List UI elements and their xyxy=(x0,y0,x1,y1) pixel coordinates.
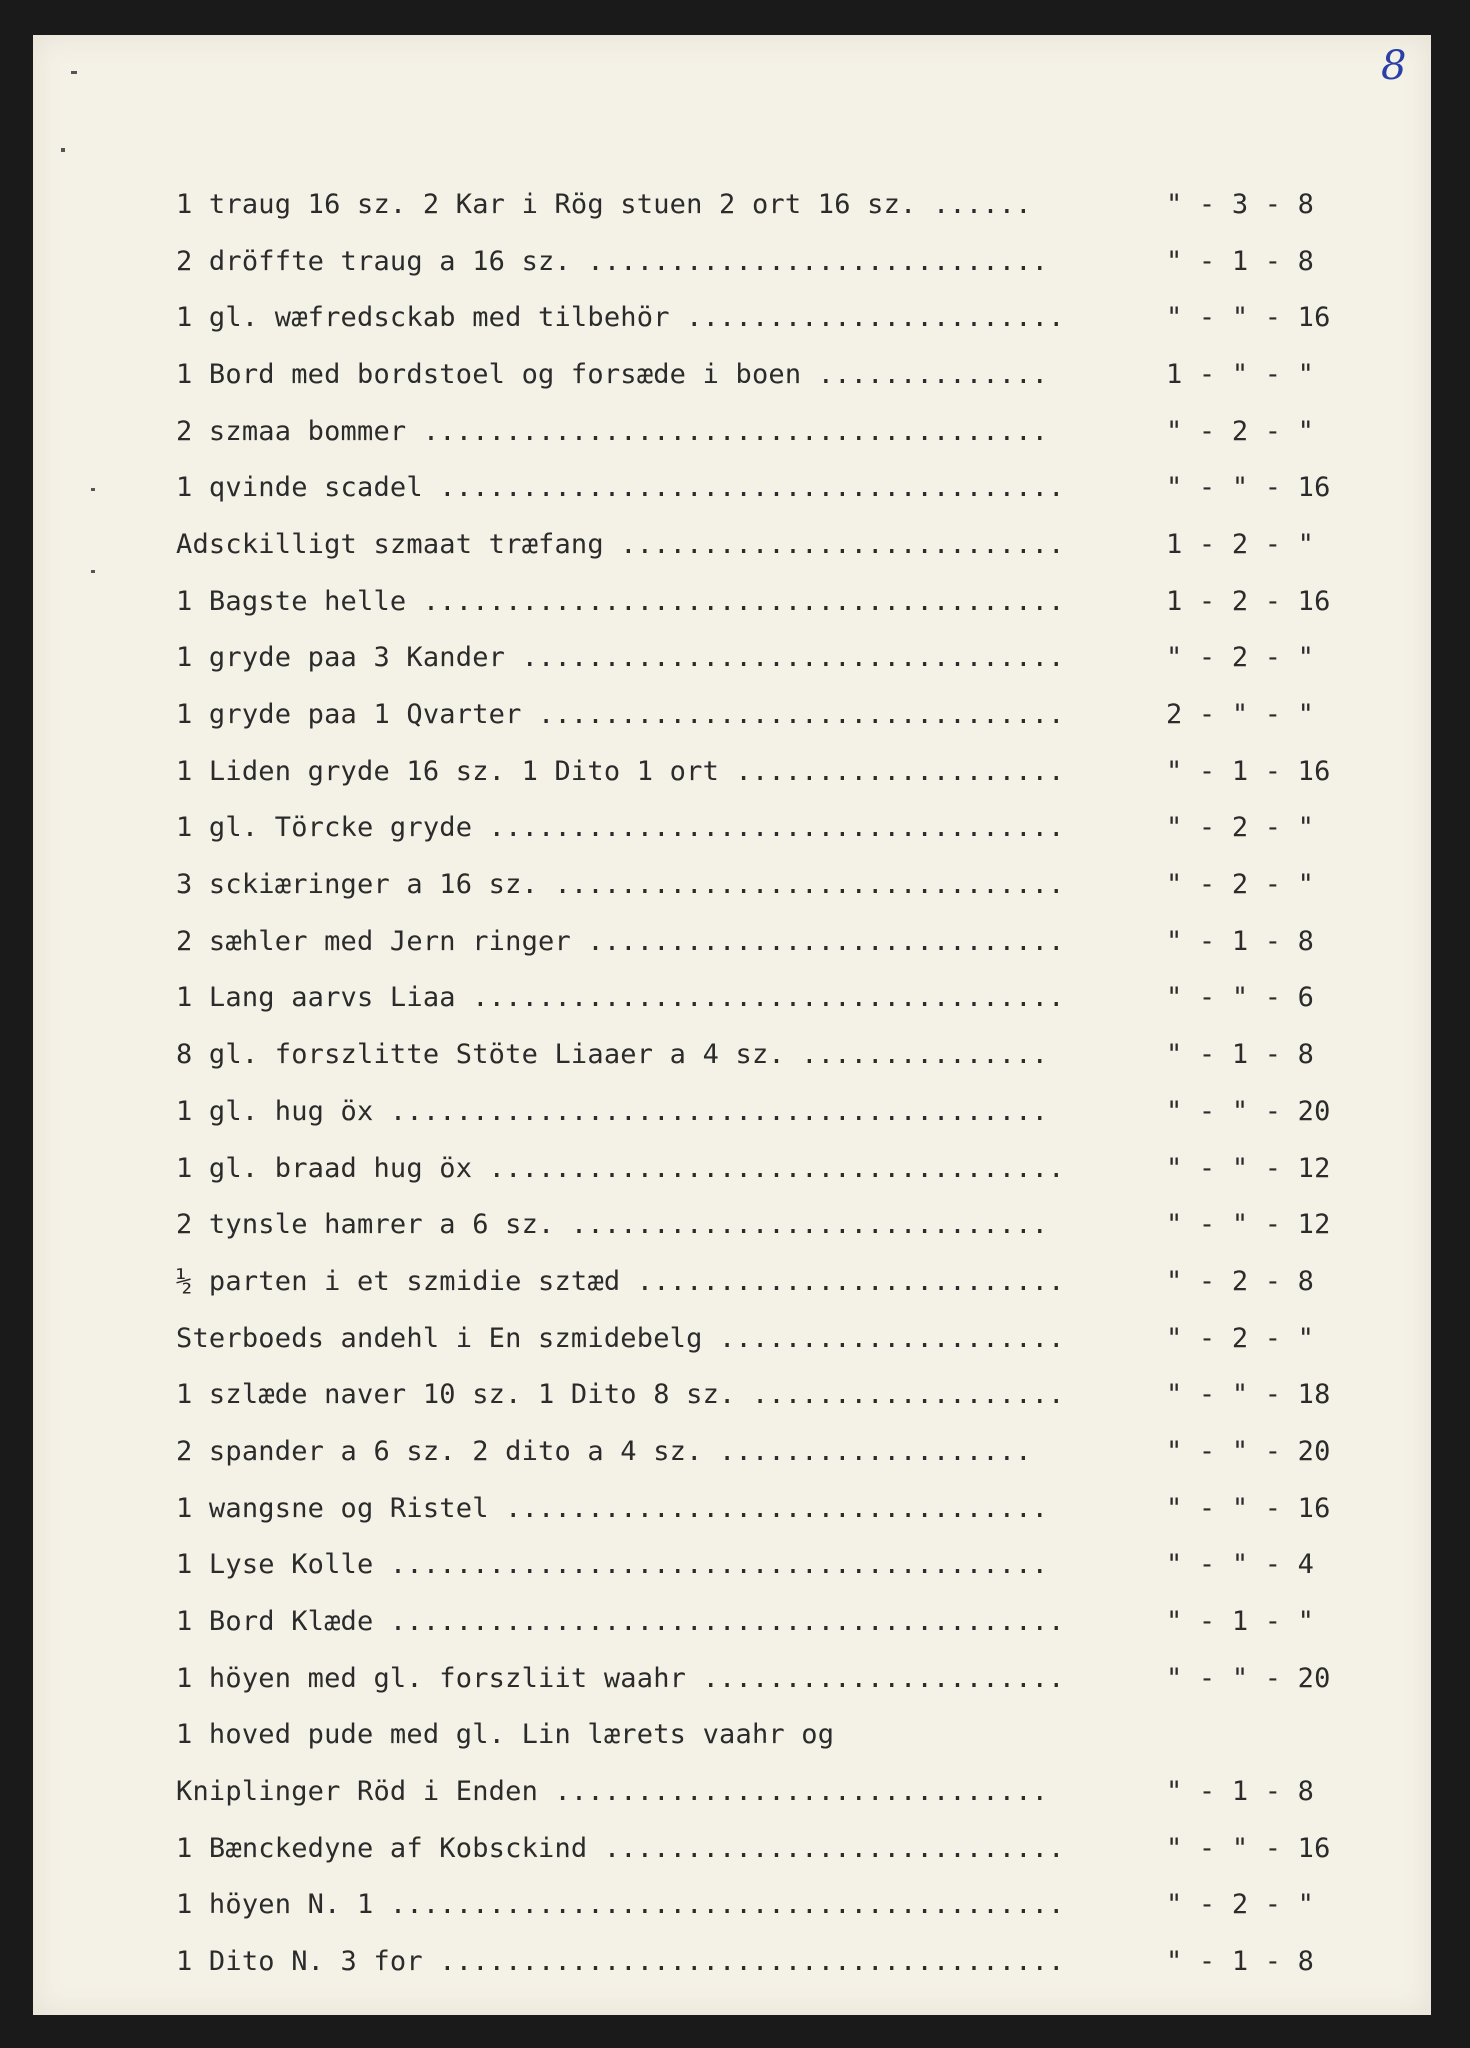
inventory-row xyxy=(176,1253,1316,1310)
item-value: 1 - 2 - 16 xyxy=(1166,585,1331,617)
document-sheet xyxy=(33,35,1431,2015)
inventory-row xyxy=(176,630,1316,687)
item-value: " - " - 18 xyxy=(1166,1379,1331,1411)
item-text: 2 sæhler med Jern ringer ............................. xyxy=(176,925,1065,957)
item-text: 1 gl. wæfredsckab med tilbehör ....................... xyxy=(176,302,1065,334)
inventory-row xyxy=(176,1083,1331,1140)
inventory-row xyxy=(176,686,1316,743)
item-text: 1 traug 16 sz. 2 Kar i Rög stuen 2 ort 16 sz. ...... xyxy=(176,188,1032,220)
item-value: " - 2 - " xyxy=(1166,1889,1315,1921)
inventory-row xyxy=(176,176,1316,233)
item-value: " - " - 20 xyxy=(1166,1095,1331,1127)
margin-mark xyxy=(91,488,95,491)
item-value: " - 1 - 8 xyxy=(1166,1946,1315,1978)
item-value: " - 3 - 8 xyxy=(1166,188,1315,220)
item-value: " - " - 12 xyxy=(1166,1152,1331,1184)
item-value: " - " - 16 xyxy=(1166,1832,1331,1864)
item-value: " - " - 16 xyxy=(1166,472,1331,504)
inventory-row xyxy=(176,913,1316,970)
item-text: 1 höyen med gl. forszliit waahr ...................... xyxy=(176,1662,1065,1694)
item-text: 1 Lyse Kolle ........................................ xyxy=(176,1549,1049,1581)
inventory-row xyxy=(176,1763,1316,1820)
item-value: " - 1 - 8 xyxy=(1166,1039,1315,1071)
item-value: " - 2 - " xyxy=(1166,415,1315,447)
item-value: 2 - " - " xyxy=(1166,699,1315,731)
item-text: 1 Lang aarvs Liaa .................................... xyxy=(176,982,1065,1014)
item-value: " - 1 - " xyxy=(1166,1606,1315,1638)
inventory-row xyxy=(176,1480,1331,1537)
inventory-row xyxy=(176,856,1316,913)
item-text: 1 gl. hug öx ........................................ xyxy=(176,1095,1049,1127)
inventory-row xyxy=(176,743,1331,800)
item-text: 8 gl. forszlitte Stöte Liaaer a 4 sz. ............... xyxy=(176,1039,1049,1071)
item-value: " - " - 6 xyxy=(1166,982,1315,1014)
item-text: 1 gl. Törcke gryde ................................... xyxy=(176,812,1065,844)
item-text: 1 qvinde scadel ...................................... xyxy=(176,472,1065,504)
item-text: 1 Bord med bordstoel og forsæde i boen .............. xyxy=(176,358,1049,390)
item-value: " - " - 20 xyxy=(1166,1435,1331,1467)
item-text: 2 spander a 6 sz. 2 dito a 4 sz. ................... xyxy=(176,1435,1032,1467)
item-text: 1 höyen N. 1 ......................................... xyxy=(176,1889,1065,1921)
inventory-row xyxy=(176,1933,1316,1990)
item-value: " - 1 - 16 xyxy=(1166,755,1331,787)
item-value: " - " - 16 xyxy=(1166,1492,1331,1524)
page-number: 8 xyxy=(1381,43,1407,89)
inventory-row xyxy=(176,1366,1331,1423)
item-text: Adsckilligt szmaat træfang ........................... xyxy=(176,528,1065,560)
item-text: 1 gryde paa 3 Kander ................................. xyxy=(176,642,1065,674)
item-text: 1 szlæde naver 10 sz. 1 Dito 8 sz. ................... xyxy=(176,1379,1065,1411)
item-value: " - 2 - " xyxy=(1166,642,1315,674)
item-value: " - 2 - 8 xyxy=(1166,1265,1315,1297)
inventory-row xyxy=(176,1877,1316,1934)
item-value: " - " - 20 xyxy=(1166,1662,1331,1694)
inventory-row xyxy=(176,1140,1331,1197)
item-text: 3 sckiæringer a 16 sz. ............................... xyxy=(176,869,1065,901)
margin-mark xyxy=(91,570,95,573)
inventory-row xyxy=(176,516,1316,573)
item-text: 1 Bord Klæde ......................................... xyxy=(176,1606,1065,1638)
inventory-row xyxy=(176,1310,1316,1367)
inventory-row xyxy=(176,1707,1316,1764)
item-value: 1 - " - " xyxy=(1166,358,1315,390)
item-text: 2 dröffte traug a 16 sz. ............................ xyxy=(176,245,1049,277)
inventory-row xyxy=(176,233,1316,290)
margin-mark xyxy=(71,71,77,74)
item-text: 2 tynsle hamrer a 6 sz. ............................. xyxy=(176,1209,1049,1241)
item-text: 1 Liden gryde 16 sz. 1 Dito 1 ort .................... xyxy=(176,755,1065,787)
item-value: " - 1 - 8 xyxy=(1166,245,1315,277)
item-text: 1 Bænckedyne af Kobsckind ............................ xyxy=(176,1832,1065,1864)
item-value: " - 2 - " xyxy=(1166,869,1315,901)
item-text: 1 Bagste helle ....................................... xyxy=(176,585,1065,617)
inventory-row xyxy=(176,1423,1331,1480)
inventory-row xyxy=(176,403,1316,460)
inventory-row xyxy=(176,800,1316,857)
inventory-row xyxy=(176,970,1316,1027)
item-value: " - 2 - " xyxy=(1166,1322,1315,1354)
item-text: Sterboeds andehl i En szmidebelg ..................... xyxy=(176,1322,1065,1354)
inventory-row xyxy=(176,1026,1316,1083)
item-text: 2 szmaa bommer ...................................... xyxy=(176,415,1049,447)
item-value: " - " - 4 xyxy=(1166,1549,1315,1581)
inventory-row xyxy=(176,1820,1331,1877)
margin-mark xyxy=(61,148,65,152)
item-value: " - " - 12 xyxy=(1166,1209,1331,1241)
inventory-row xyxy=(176,289,1331,346)
item-text: 1 wangsne og Ristel ................................. xyxy=(176,1492,1049,1524)
item-value: " - 2 - " xyxy=(1166,812,1315,844)
item-text: ½ parten i et szmidie sztæd .......................... xyxy=(176,1265,1065,1297)
item-text: 1 gl. braad hug öx ................................... xyxy=(176,1152,1065,1184)
item-value: " - " - 16 xyxy=(1166,302,1331,334)
item-text: 1 Dito N. 3 for ...................................... xyxy=(176,1946,1065,1978)
item-text: 1 hoved pude med gl. Lin lærets vaahr og xyxy=(176,1719,835,1751)
inventory-row xyxy=(176,346,1316,403)
inventory-row xyxy=(176,573,1331,630)
item-value: " - 1 - 8 xyxy=(1166,1776,1315,1808)
item-text: Kniplinger Röd i Enden .............................. xyxy=(176,1776,1049,1808)
inventory-list xyxy=(176,176,1331,1990)
inventory-row xyxy=(176,459,1331,516)
item-value: 1 - 2 - " xyxy=(1166,528,1315,560)
item-value: " - 1 - 8 xyxy=(1166,925,1315,957)
inventory-row xyxy=(176,1593,1316,1650)
inventory-row xyxy=(176,1196,1331,1253)
inventory-row xyxy=(176,1537,1316,1594)
inventory-row xyxy=(176,1650,1331,1707)
item-text: 1 gryde paa 1 Qvarter ................................ xyxy=(176,699,1065,731)
